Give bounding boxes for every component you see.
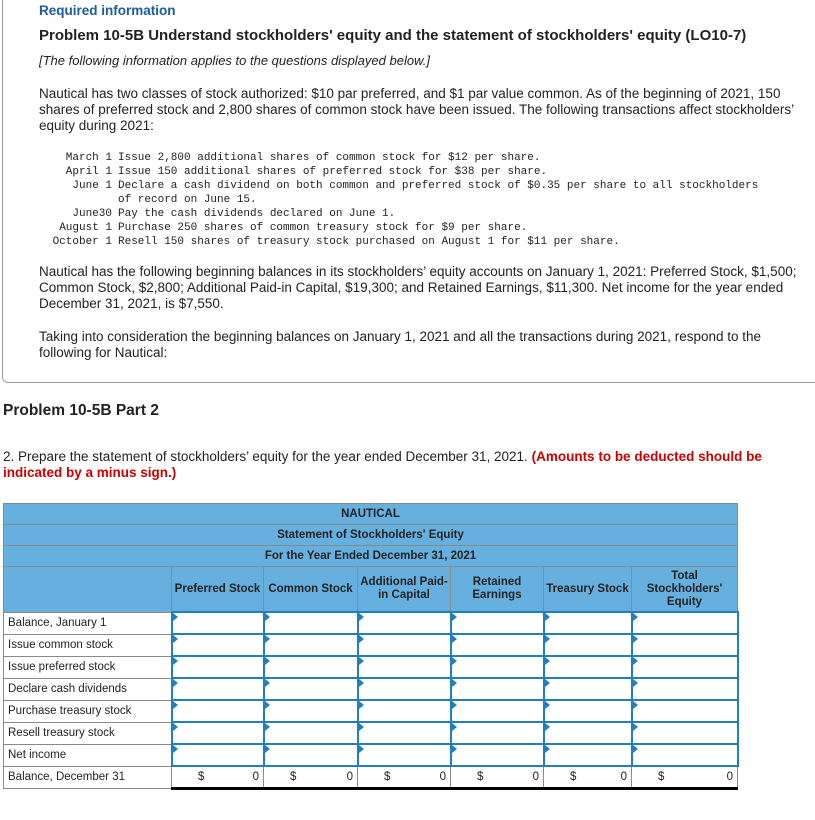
question-note: (Amounts to be deducted should be indicated by a minus sign.) [3, 449, 762, 480]
transaction-date: August 1 [59, 222, 112, 234]
transaction-text: Resell 150 shares of treasury stock purchased on August 1 for $11 per share. [118, 236, 620, 248]
table-row [4, 612, 738, 634]
table-row [4, 656, 738, 678]
row-label: Net income [4, 744, 172, 766]
currency-symbol: $ [290, 771, 297, 783]
total-cell [172, 766, 264, 789]
blank-header [4, 567, 172, 613]
amount-input[interactable] [451, 612, 544, 634]
transaction-date: March 1 [65, 152, 112, 164]
table-row [4, 700, 738, 722]
currency-symbol: $ [658, 771, 665, 783]
currency-symbol: $ [384, 771, 391, 783]
transaction-text: Issue 2,800 additional shares of common stock for $12 per share. [118, 152, 541, 164]
transaction-date: October 1 [52, 236, 112, 248]
total-label: Balance, December 31 [4, 766, 172, 789]
transaction-item [38, 151, 758, 165]
amount-input[interactable] [632, 700, 738, 722]
currency-symbol: $ [198, 771, 205, 783]
row-label: Balance, January 1 [4, 612, 172, 634]
total-cell [632, 766, 738, 789]
transaction-text: of record on June 15. [118, 194, 257, 206]
amount-input[interactable] [264, 656, 358, 678]
required-info-heading: Required information [39, 3, 176, 18]
row-label: Purchase treasury stock [4, 700, 172, 722]
amount-input[interactable] [451, 634, 544, 656]
transaction-item [38, 179, 758, 193]
transaction-item [38, 235, 758, 249]
amount-input[interactable] [544, 656, 632, 678]
amount-input[interactable] [358, 656, 451, 678]
amount-input[interactable] [544, 612, 632, 634]
amount-input[interactable] [451, 678, 544, 700]
total-cell [544, 766, 632, 789]
total-value: 0 [620, 771, 627, 783]
intro-text: Nautical has two classes of stock authorized: $10 par preferred, and $1 par value common. As of the beginning of 2021, 150 shares of preferred stock and 2,800 shares of common stock have been issued. The following transactions affect stockholders’ equity during 2021: [39, 86, 794, 133]
amount-input[interactable] [172, 634, 264, 656]
table-row [4, 744, 738, 766]
amount-input[interactable] [632, 744, 738, 766]
transaction-item [38, 165, 758, 179]
transaction-date: June30 [72, 208, 112, 220]
statement-period: For the Year Ended December 31, 2021 [4, 546, 738, 567]
amount-input[interactable] [632, 656, 738, 678]
row-label: Declare cash dividends [4, 678, 172, 700]
total-cell [451, 766, 544, 789]
amount-input[interactable] [172, 722, 264, 744]
problem-title: Problem 10-5B Understand stockholders' equity and the statement of stockholders' equity (LO10-7) [39, 27, 747, 44]
amount-input[interactable] [358, 634, 451, 656]
transaction-item [38, 221, 758, 235]
amount-input[interactable] [172, 656, 264, 678]
total-row [4, 766, 738, 789]
transaction-text: Purchase 250 shares of common treasury stock for $9 per share. [118, 222, 528, 234]
column-header: Additional Paid-in Capital [358, 567, 451, 613]
transaction-text: Declare a cash dividend on both common and preferred stock of $0.35 per share to all stockholders [118, 180, 759, 192]
amount-input[interactable] [172, 744, 264, 766]
amount-input[interactable] [544, 678, 632, 700]
total-value: 0 [252, 771, 259, 783]
equity-statement-table [3, 503, 739, 790]
transaction-item [38, 193, 758, 207]
amount-input[interactable] [632, 722, 738, 744]
currency-symbol: $ [477, 771, 484, 783]
column-header: Total Stockholders' Equity [632, 567, 738, 613]
total-value: 0 [439, 771, 446, 783]
table-row [4, 634, 738, 656]
total-cell [264, 766, 358, 789]
transaction-date: June 1 [72, 180, 112, 192]
row-label: Issue preferred stock [4, 656, 172, 678]
amount-input[interactable] [172, 678, 264, 700]
total-value: 0 [726, 771, 733, 783]
amount-input[interactable] [358, 700, 451, 722]
row-label: Resell treasury stock [4, 722, 172, 744]
total-cell [358, 766, 451, 789]
column-header: Treasury Stock [544, 567, 632, 613]
amount-input[interactable] [358, 612, 451, 634]
column-header: Common Stock [264, 567, 358, 613]
amount-input[interactable] [544, 722, 632, 744]
amount-input[interactable] [172, 700, 264, 722]
transaction-date: April 1 [65, 166, 112, 178]
amount-input[interactable] [264, 612, 358, 634]
amount-input[interactable] [451, 656, 544, 678]
amount-input[interactable] [358, 744, 451, 766]
statement-title: Statement of Stockholders' Equity [4, 525, 738, 546]
transaction-item [38, 207, 758, 221]
total-value: 0 [346, 771, 353, 783]
column-header: Retained Earnings [451, 567, 544, 613]
amount-input[interactable] [264, 700, 358, 722]
column-header: Preferred Stock [172, 567, 264, 613]
table-row [4, 722, 738, 744]
amount-input[interactable] [264, 744, 358, 766]
amount-input[interactable] [358, 722, 451, 744]
transaction-date [38, 193, 118, 207]
question-body: 2. Prepare the statement of stockholders’ equity for the year ended December 31, 2021. [3, 449, 528, 464]
row-label: Issue common stock [4, 634, 172, 656]
currency-symbol: $ [570, 771, 577, 783]
amount-input[interactable] [632, 678, 738, 700]
transactions-list [38, 151, 758, 249]
amount-input[interactable] [544, 700, 632, 722]
part-title: Problem 10-5B Part 2 [3, 402, 159, 419]
amount-input[interactable] [358, 678, 451, 700]
balances-text: Nautical has the following beginning balances in its stockholders’ equity accounts on January 1, 2021: Preferred Stock, $1,500; Common Stock, $2,800; Additional Paid-in Capital, $19,300; and Retained Earnings, $11,300. Net income for the year ended December 31, 2021, is $7,550. [39, 264, 797, 311]
table-row [4, 678, 738, 700]
amount-input[interactable] [451, 722, 544, 744]
amount-input[interactable] [632, 634, 738, 656]
amount-input[interactable] [264, 678, 358, 700]
amount-input[interactable] [172, 612, 264, 634]
info-note: [The following information applies to the questions displayed below.] [39, 53, 430, 68]
instruction-text: Taking into consideration the beginning balances on January 1, 2021 and all the transactions during 2021, respond to the following for Nautical: [39, 329, 762, 360]
transaction-text: Issue 150 additional shares of preferred stock for $38 per share. [118, 166, 548, 178]
question-text [3, 449, 803, 481]
company-name: NAUTICAL [4, 504, 738, 525]
transaction-text: Pay the cash dividends declared on June 1. [118, 208, 396, 220]
amount-input[interactable] [632, 612, 738, 634]
amount-input[interactable] [451, 744, 544, 766]
amount-input[interactable] [451, 700, 544, 722]
amount-input[interactable] [264, 722, 358, 744]
amount-input[interactable] [544, 744, 632, 766]
amount-input[interactable] [544, 634, 632, 656]
total-value: 0 [532, 771, 539, 783]
amount-input[interactable] [264, 634, 358, 656]
